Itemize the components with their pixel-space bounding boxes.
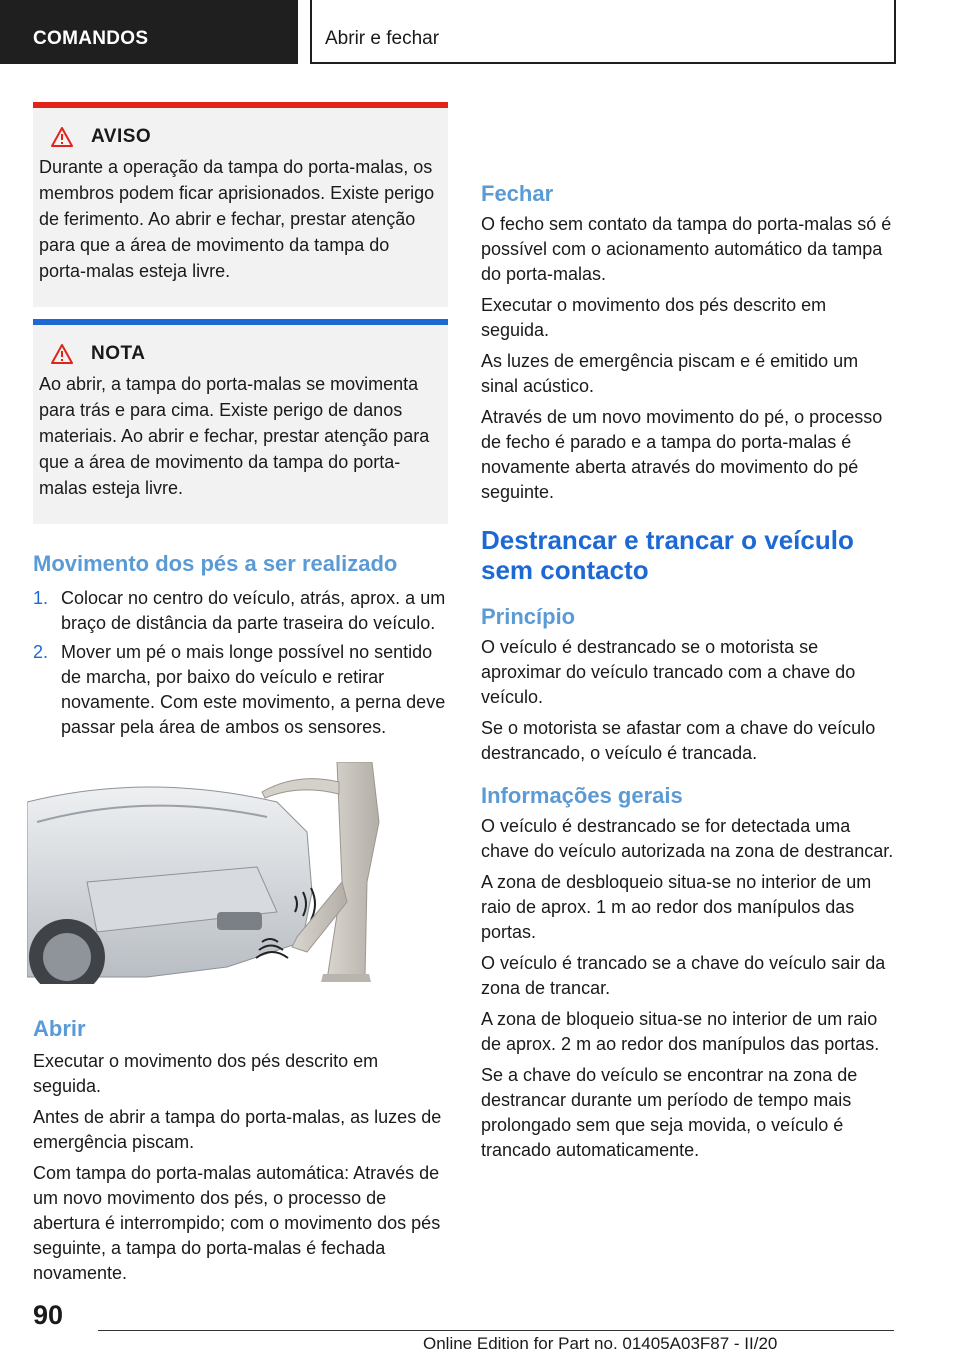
gerais-paragraph: A zona de desbloqueio situa-se no interior de um raio de aprox. 1 m ao redor dos manípulos das portas.: [481, 872, 872, 942]
note-box: [33, 319, 448, 524]
warning-icon: [51, 127, 73, 147]
gerais-paragraph: O veículo é destrancado se for detectada uma chave do veículo autorizada na zona de destrancar.: [481, 816, 894, 861]
gerais-heading: Informações gerais: [481, 783, 683, 808]
section-tab: [0, 0, 298, 64]
fechar-paragraph: Através de um novo movimento do pé, o processo de fecho é parado e a tampa do porta-malas é novamente aberta através do movimento do pé seguinte.: [481, 407, 883, 502]
section-label: COMANDOS: [33, 28, 149, 49]
step-text: Colocar no centro do veículo, atrás, aprox. a um braço de distância da parte traseira do veículo.: [61, 588, 446, 633]
step-text: Mover um pé o mais longe possível no sentido de marcha, por baixo do veículo e retirar novamente. Com este movimento, a perna deve passar pela área de ambos os sensores.: [61, 642, 446, 737]
warning-title: AVISO: [91, 126, 152, 147]
caution-icon: [51, 344, 73, 364]
fechar-paragraph: Executar o movimento dos pés descrito em seguida.: [481, 295, 827, 340]
chapter-tab: [310, 0, 896, 64]
gerais-paragraph: O veículo é trancado se a chave do veículo sair da zona de trancar.: [481, 953, 886, 998]
abrir-paragraph: Com tampa do porta-malas automática: Através de um novo movimento dos pés, o processo de abertura é interrompido; com o movimento dos pés seguinte, a tampa do porta-malas é fechada novamente.: [33, 1163, 441, 1283]
page-number: 90: [33, 1300, 64, 1330]
principio-paragraph: Se o motorista se afastar com a chave do veículo destrancado, o veículo é trancada.: [481, 718, 876, 763]
note-header: [51, 343, 440, 365]
step-number: 2.: [33, 642, 49, 662]
abrir-heading: Abrir: [33, 1016, 86, 1041]
warning-text: Durante a operação da tampa do porta-malas, os membros podem ficar aprisionados. Existe perigo de ferimento. Ao abrir e fechar, prestar atenção para que a área de movimento da tampa do porta-malas esteja livre.: [39, 157, 435, 281]
principio-heading: Princípio: [481, 604, 576, 629]
list-item: [33, 586, 448, 636]
list-item: [33, 640, 448, 740]
left-column: [33, 102, 448, 1292]
right-column: [481, 104, 897, 1169]
movement-heading: Movimento dos pés a ser realizado: [33, 551, 398, 576]
fechar-paragraph: As luzes de emergência piscam e é emitido um sinal acústico.: [481, 351, 859, 396]
destrancar-heading: Destrancar e trancar o veículo sem contacto: [481, 525, 854, 585]
foot-gesture-illustration: [27, 762, 383, 984]
abrir-paragraph: Executar o movimento dos pés descrito em seguida.: [33, 1051, 379, 1096]
warning-header: [51, 126, 440, 148]
fechar-heading: Fechar: [481, 181, 554, 206]
chapter-title: Abrir e fechar: [325, 28, 440, 49]
principio-paragraph: O veículo é destrancado se o motorista se aproximar do veículo trancado com a chave do veículo.: [481, 637, 856, 707]
step-number: 1.: [33, 588, 49, 608]
gerais-paragraph: A zona de bloqueio situa-se no interior de um raio de aprox. 2 m ao redor dos manípulos das portas.: [481, 1009, 880, 1054]
footer-edition: Online Edition for Part no. 01405A03F87 - II/20: [423, 1334, 778, 1353]
abrir-paragraph: Antes de abrir a tampa do porta-malas, as luzes de emergência piscam.: [33, 1107, 442, 1152]
fechar-paragraph: O fecho sem contato da tampa do porta-malas só é possível com o acionamento automático da tampa do porta-malas.: [481, 214, 892, 284]
note-title: NOTA: [91, 343, 146, 364]
footer-divider: [98, 1330, 894, 1331]
gerais-paragraph: Se a chave do veículo se encontrar na zona de destrancar durante um período de tempo mais prolongado sem que seja movida, o veículo é trancado automaticamente.: [481, 1065, 858, 1160]
warning-box: [33, 102, 448, 307]
note-text: Ao abrir, a tampa do porta-malas se movimenta para trás e para cima. Existe perigo de danos materiais. Ao abrir e fechar, prestar atenção para que a área de movimento da tampa do porta-malas esteja livre.: [39, 374, 430, 498]
movement-steps: [33, 586, 448, 740]
